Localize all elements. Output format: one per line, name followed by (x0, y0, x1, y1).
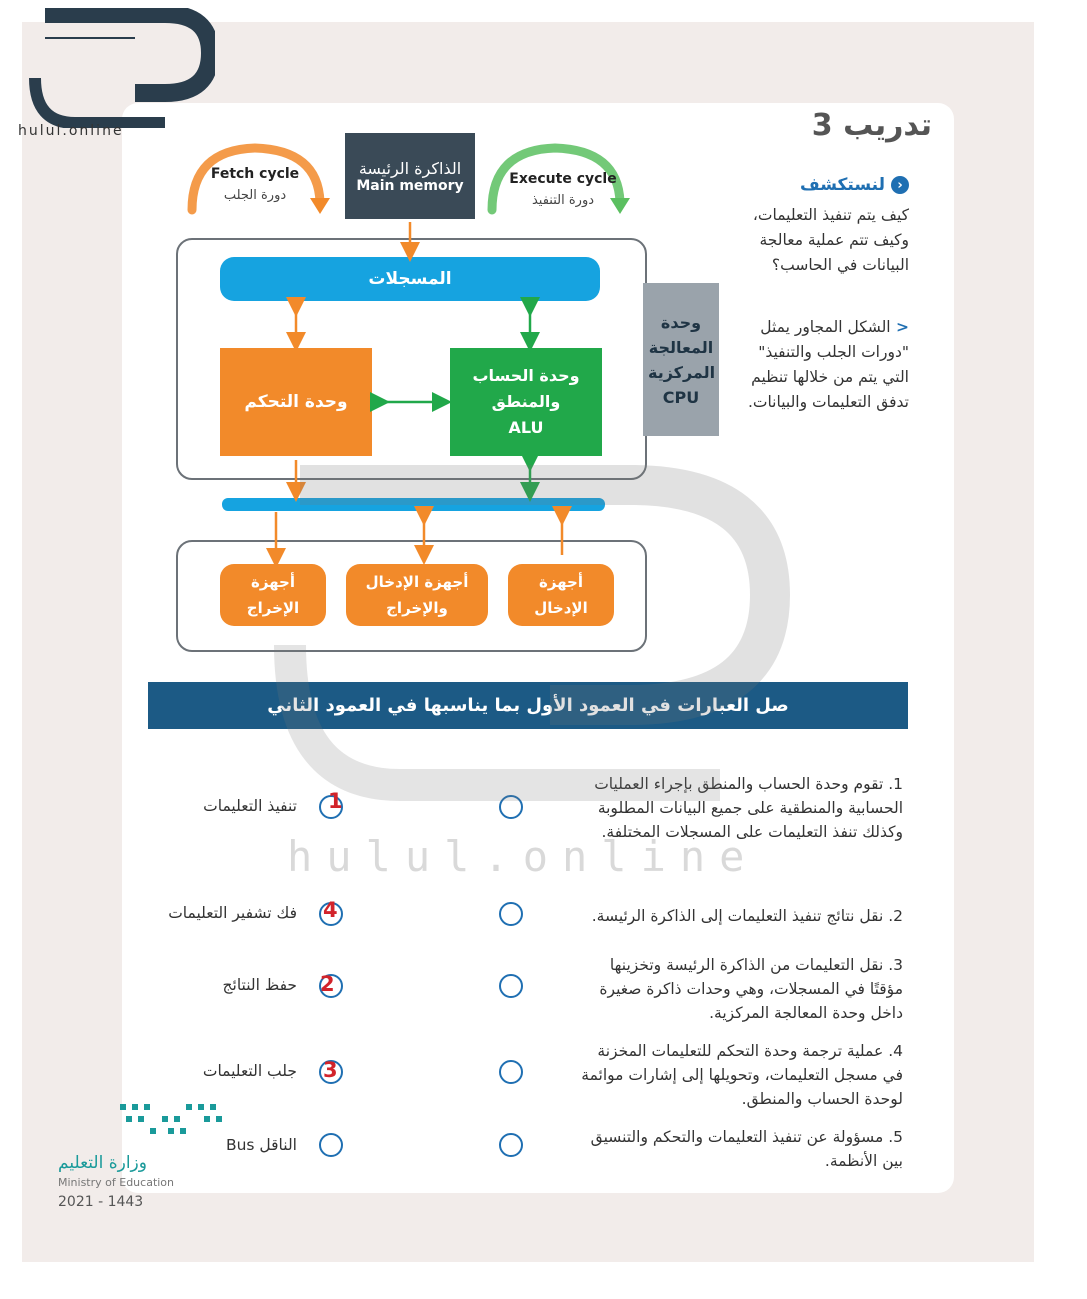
option-5-circle[interactable] (319, 1133, 343, 1157)
fetch-cycle-en: Fetch cycle (210, 166, 300, 182)
statement-2: 2. نقل نتائج تنفيذ التعليمات إلى الذاكرة الرئيسة. (591, 907, 903, 925)
answer-3: 2 (320, 972, 335, 996)
statement-5: 5. مسؤولة عن تنفيذ التعليمات والتحكم والتنسيق بين الأنظمة. (590, 1128, 903, 1170)
main-memory-en: Main memory (356, 177, 464, 194)
watermark-logo (250, 445, 810, 825)
answer-1: 1 (328, 789, 343, 813)
cpu-label-en: CPU (662, 387, 700, 407)
option-4: جلب التعليمات (202, 1062, 297, 1080)
input-devices-label: أجهزة الإدخال (534, 573, 588, 617)
option-3: حفظ النتائج (222, 976, 297, 994)
page-title: تدريب 3 (811, 108, 932, 143)
execute-cycle-ar: دورة التنفيذ (531, 193, 595, 208)
explore-heading-label: لنستكشف (800, 175, 885, 195)
main-memory-ar: الذاكرة الرئيسة (358, 158, 462, 178)
logo-subtitle: hulul.online (18, 123, 124, 139)
alu-label-en: ALU (508, 418, 544, 437)
statement-5-circle[interactable] (499, 1133, 523, 1157)
statement-4-circle[interactable] (499, 1060, 523, 1084)
statement-3: 3. نقل التعليمات من الذاكرة الرئيسة وتخزينها مؤقتًا في المسجلات، وهي وحدات ذاكرة صغيرة داخل وحدة المعالجة المركزية. (599, 956, 903, 1022)
explore-note-text: الشكل المجاور يمثل "دورات الجلب والتنفيذ" التي يتم من خلالها تنظيم تدفق التعليمات والبيانات. (747, 318, 909, 411)
option-2: فك تشفير التعليمات (168, 904, 297, 922)
option-1: تنفيذ التعليمات (203, 797, 297, 815)
registers-box: المسجلات (220, 257, 600, 301)
exercise-instruction: صل العبارات في العمود الأول بما يناسبها في العمود الثاني (148, 682, 908, 729)
statement-3-circle[interactable] (499, 974, 523, 998)
cpu-label-ar: وحدة المعالجة المركزية (648, 312, 716, 382)
execute-cycle-en: Execute cycle (509, 171, 617, 187)
output-devices-label: أجهزة الإخراج (246, 573, 300, 617)
explore-question: كيف يتم تنفيذ التعليمات، وكيف تتم عملية معالجة البيانات في الحاسب؟ (752, 206, 909, 274)
statement-1: 1. تقوم وحدة الحساب والمنطق بإجراء العمليات الحسابية والمنطقية على جميع البيانات المطلوبة وكذلك تنفذ التعليمات على المسجلات المختلفة. (594, 775, 903, 841)
alu-label-ar: وحدة الحساب والمنطق (472, 366, 580, 411)
statement-2-circle[interactable] (499, 902, 523, 926)
ministry-logo-icon (112, 1100, 242, 1145)
io-devices-label: أجهزة الإدخال والإخراج (365, 573, 469, 617)
control-unit-box: وحدة التحكم (220, 348, 372, 456)
edition-year: 2021 - 1443 (58, 1194, 144, 1210)
ministry-name-en: Ministry of Education (58, 1176, 175, 1189)
statement-4: 4. عملية ترجمة وحدة التحكم للتعليمات المخزنة في مسجل التعليمات، وتحويلها إلى إشارات موائمة لوحدة الحساب والمنطق. (581, 1042, 903, 1108)
answer-2: 4 (323, 898, 338, 922)
watermark-text: hulul.online (287, 832, 759, 881)
option-5: الناقل Bus (225, 1136, 297, 1154)
fetch-cycle-ar: دورة الجلب (223, 188, 287, 203)
chevron-left-icon: ‹ (891, 176, 909, 194)
bullet-arrow-icon: < (890, 318, 909, 336)
answer-4: 3 (323, 1058, 338, 1082)
ministry-name-ar: وزارة التعليم (58, 1153, 147, 1173)
